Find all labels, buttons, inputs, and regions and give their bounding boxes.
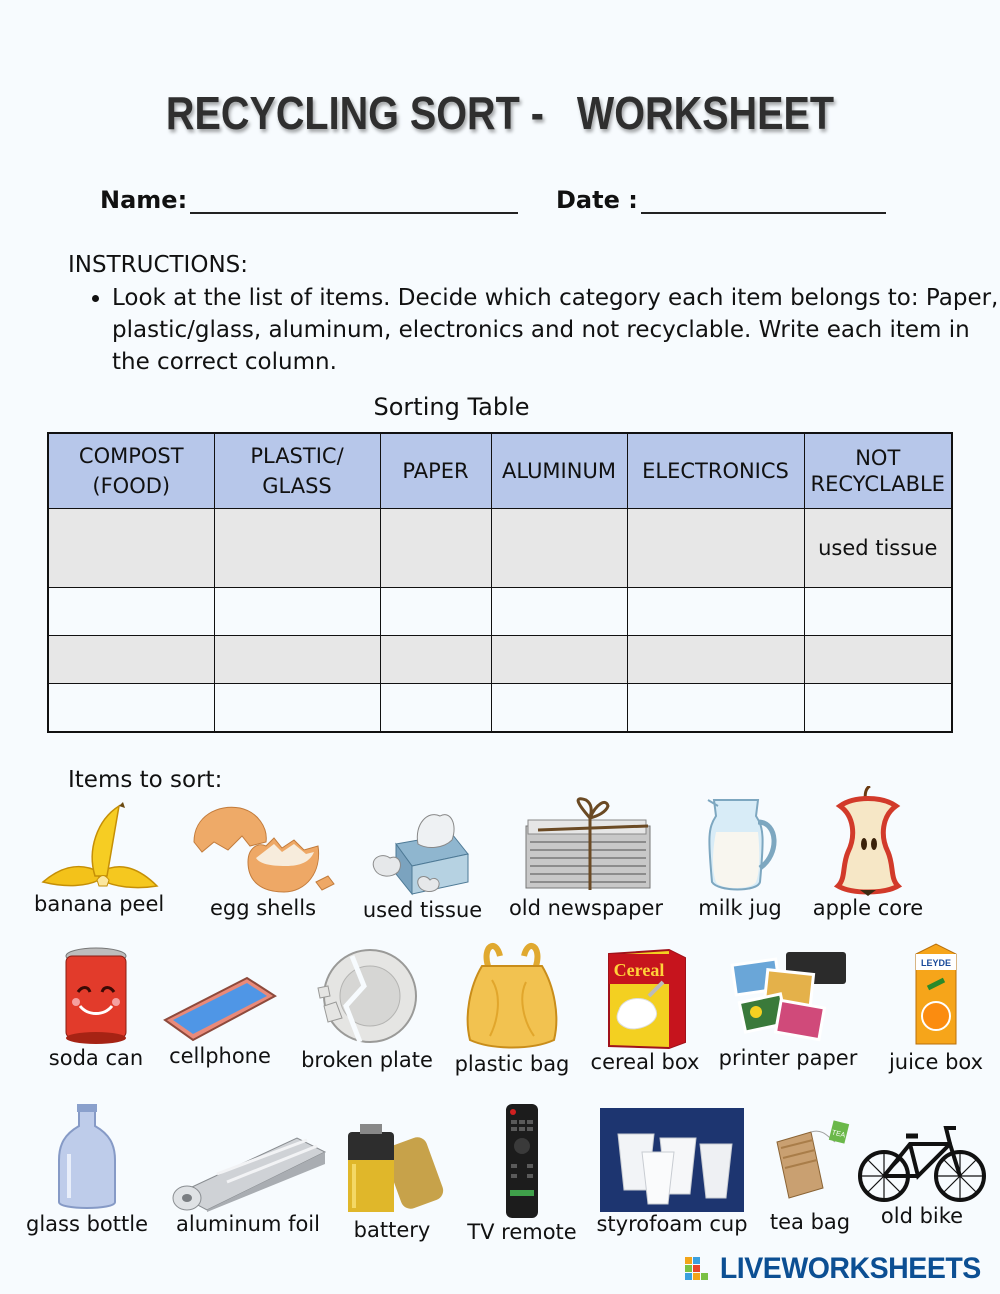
item-old-bike[interactable] (854, 1122, 990, 1228)
table-cell[interactable] (491, 509, 627, 588)
item-label: old newspaper (508, 896, 664, 920)
table-cell[interactable] (214, 636, 380, 684)
items-heading: Items to sort: (68, 767, 223, 793)
item-label: tea bag (769, 1210, 851, 1234)
item-plastic-bag[interactable] (446, 936, 578, 1076)
item-juice-box[interactable] (884, 940, 988, 1074)
table-cell[interactable]: used tissue (804, 509, 952, 588)
item-label: used tissue (362, 898, 483, 922)
name-label: Name: (100, 186, 188, 214)
header-paper: PAPER (380, 433, 491, 509)
name-field (100, 186, 518, 214)
table-caption: Sorting Table (373, 393, 530, 421)
page-title: RECYCLING SORT - WORKSHEET (165, 87, 835, 139)
table-cell[interactable] (491, 636, 627, 684)
table-cell[interactable] (627, 588, 804, 636)
item-label: soda can (48, 1046, 144, 1070)
header-electronics: ELECTRONICS (627, 433, 804, 509)
battery-icon (340, 1120, 444, 1218)
item-battery[interactable] (340, 1120, 444, 1242)
instructions-heading: INSTRUCTIONS: (68, 252, 249, 278)
banana-peel-icon (37, 800, 161, 892)
header-compost: COMPOST (FOOD) (48, 433, 214, 509)
item-broken-plate[interactable] (294, 946, 440, 1072)
tea-tag-text: TEA (830, 1129, 846, 1140)
table-cell[interactable] (627, 636, 804, 684)
cereal-box-text: Cereal (613, 960, 665, 980)
date-input-line[interactable] (641, 190, 886, 214)
cereal-box-icon (599, 946, 691, 1050)
milk-jug-icon (698, 792, 782, 896)
header-aluminum: ALUMINUM (491, 433, 627, 509)
item-label: milk jug (698, 896, 782, 920)
item-label: TV remote (467, 1220, 577, 1244)
table-cell[interactable] (380, 509, 491, 588)
table-cell[interactable] (804, 636, 952, 684)
table-row (48, 588, 952, 636)
table-cell[interactable] (48, 684, 214, 733)
table-cell[interactable] (48, 636, 214, 684)
egg-shells-icon (188, 802, 338, 896)
printer-paper-icon (726, 942, 850, 1046)
table-cell[interactable] (627, 684, 804, 733)
brand-text: LIVEWORKSHEETS (720, 1252, 982, 1285)
item-label: apple core (812, 896, 924, 920)
table-cell[interactable] (214, 588, 380, 636)
apple-core-icon (818, 786, 918, 896)
item-label: styrofoam cup (596, 1212, 748, 1236)
sorting-table (47, 432, 953, 733)
item-cellphone[interactable] (152, 972, 288, 1068)
soda-can-icon (60, 946, 132, 1046)
item-old-newspaper[interactable] (506, 796, 666, 920)
table-row (48, 509, 952, 588)
item-label: battery (353, 1218, 431, 1242)
used-tissue-icon (368, 804, 478, 898)
table-cell[interactable] (48, 588, 214, 636)
table-header-row (48, 433, 952, 509)
item-cereal-box[interactable] (586, 946, 704, 1074)
item-label: broken plate (301, 1048, 433, 1072)
table-cell[interactable] (380, 636, 491, 684)
juice-box-text: LEYDE (920, 958, 952, 968)
item-label: plastic bag (454, 1052, 570, 1076)
table-row (48, 636, 952, 684)
table-cell[interactable] (491, 588, 627, 636)
item-label: cereal box (590, 1050, 700, 1074)
liveworksheets-icon (685, 1257, 709, 1281)
aluminum-foil-icon (167, 1134, 329, 1212)
item-tea-bag[interactable] (762, 1118, 858, 1234)
bike-icon (856, 1122, 988, 1204)
instructions-bullet: • Look at the list of items. Decide which category each item belongs to: Paper, plastic/glass, aluminum, electronics and not recyclable. Write each item in the correct column. (112, 282, 1000, 378)
table-cell[interactable] (380, 684, 491, 733)
plastic-bag-icon (462, 936, 562, 1052)
item-used-tissue[interactable] (360, 804, 485, 922)
header-not-recyclable: NOT RECYCLABLE (804, 433, 952, 509)
table-cell[interactable] (380, 588, 491, 636)
item-egg-shells[interactable] (188, 802, 338, 920)
item-label: juice box (888, 1050, 984, 1074)
date-field (556, 186, 886, 214)
table-cell[interactable] (491, 684, 627, 733)
glass-bottle-icon (55, 1104, 119, 1212)
item-banana-peel[interactable] (34, 800, 164, 916)
item-glass-bottle[interactable] (18, 1104, 156, 1236)
table-cell[interactable] (214, 684, 380, 733)
table-cell[interactable] (214, 509, 380, 588)
tea-bag-icon (767, 1118, 853, 1210)
item-label: old bike (880, 1204, 964, 1228)
cellphone-icon (161, 972, 279, 1044)
item-label: printer paper (718, 1046, 858, 1070)
newspaper-icon (518, 796, 654, 896)
item-label: egg shells (209, 896, 317, 920)
table-row (48, 684, 952, 733)
tv-remote-icon (504, 1102, 540, 1220)
item-tv-remote[interactable] (466, 1102, 578, 1244)
item-label: cellphone (169, 1044, 271, 1068)
table-cell[interactable] (804, 588, 952, 636)
item-milk-jug[interactable] (690, 792, 790, 920)
item-aluminum-foil[interactable] (162, 1134, 334, 1236)
item-styrofoam-cup[interactable] (588, 1108, 756, 1236)
header-plastic-glass: PLASTIC/ GLASS (214, 433, 380, 509)
table-cell[interactable] (627, 509, 804, 588)
item-label: aluminum foil (176, 1212, 320, 1236)
broken-plate-icon (312, 946, 422, 1048)
item-apple-core[interactable] (806, 786, 930, 920)
date-label: Date : (556, 186, 638, 214)
juice-box-icon (908, 940, 964, 1050)
item-printer-paper[interactable] (712, 942, 864, 1070)
table-cell[interactable] (804, 684, 952, 733)
item-label: glass bottle (26, 1212, 148, 1236)
item-label: banana peel (34, 892, 165, 916)
name-input-line[interactable] (190, 190, 518, 214)
table-cell[interactable] (48, 509, 214, 588)
instructions-list (68, 282, 1000, 378)
styrofoam-cup-icon (600, 1108, 744, 1212)
item-soda-can[interactable] (40, 946, 152, 1070)
liveworksheets-logo (685, 1252, 988, 1286)
